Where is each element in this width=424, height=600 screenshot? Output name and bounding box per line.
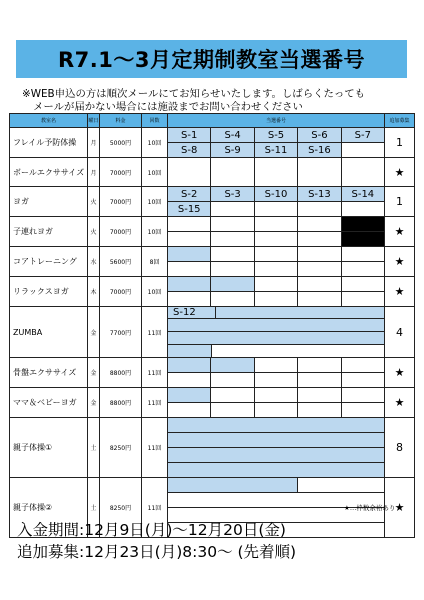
class-day: 火 bbox=[88, 217, 100, 247]
class-price: 5600円 bbox=[100, 247, 142, 277]
header-count: 回数 bbox=[142, 114, 168, 128]
number-cell: S-2 bbox=[168, 187, 210, 201]
number-cell bbox=[168, 463, 384, 477]
winning-numbers-cell bbox=[168, 388, 385, 418]
table-row bbox=[10, 158, 415, 187]
table-row bbox=[10, 187, 415, 217]
number-cell bbox=[254, 292, 297, 306]
winning-numbers-cell bbox=[168, 307, 385, 358]
number-cell: S-7 bbox=[341, 128, 384, 142]
class-price: 7000円 bbox=[100, 158, 142, 187]
notice-line-1: ※WEB申込の方は順次メールにてお知らせいたします。しばらくたっても bbox=[22, 88, 366, 100]
number-cell bbox=[168, 158, 210, 186]
number-cell bbox=[254, 388, 297, 402]
class-day: 金 bbox=[88, 388, 100, 418]
class-day: 金 bbox=[88, 358, 100, 388]
number-cell bbox=[168, 277, 210, 291]
number-cell bbox=[341, 262, 384, 276]
number-cell: S-11 bbox=[254, 143, 297, 157]
class-name: コアトレーニング bbox=[10, 247, 88, 277]
number-cell bbox=[254, 277, 297, 291]
number-cell bbox=[341, 358, 384, 372]
header-day: 曜日 bbox=[88, 114, 100, 128]
header-additional: 追加募集 bbox=[385, 114, 415, 128]
number-cell bbox=[168, 247, 210, 261]
number-cell bbox=[297, 478, 384, 492]
number-cell bbox=[254, 358, 297, 372]
number-cell bbox=[254, 403, 297, 417]
title-banner bbox=[16, 40, 407, 78]
additional-mark: ★ bbox=[385, 277, 415, 307]
additional-mark: ★ bbox=[385, 358, 415, 388]
additional-mark: ★ bbox=[385, 478, 415, 538]
number-cell bbox=[254, 202, 297, 216]
number-cell bbox=[254, 217, 297, 231]
table-row bbox=[10, 418, 415, 478]
table-row bbox=[10, 388, 415, 418]
number-cell bbox=[254, 232, 297, 246]
number-cell bbox=[210, 262, 253, 276]
class-count: 11回 bbox=[142, 307, 168, 358]
class-count: 8回 bbox=[142, 247, 168, 277]
number-cell: S-1 bbox=[168, 128, 210, 142]
number-cell bbox=[210, 247, 253, 261]
number-cell: S-16 bbox=[297, 143, 340, 157]
class-name: ZUMBA bbox=[10, 307, 88, 358]
class-price: 8250円 bbox=[100, 478, 142, 538]
number-cell bbox=[168, 403, 210, 417]
table-row bbox=[10, 277, 415, 307]
class-day: 月 bbox=[88, 158, 100, 187]
table-row bbox=[10, 307, 415, 358]
class-name: 親子体操② bbox=[10, 478, 88, 538]
class-count: 11回 bbox=[142, 388, 168, 418]
class-count: 10回 bbox=[142, 217, 168, 247]
header-row bbox=[10, 114, 415, 128]
number-cell bbox=[297, 403, 340, 417]
winning-numbers-table bbox=[9, 113, 415, 538]
number-cell bbox=[297, 158, 340, 186]
winning-numbers-cell bbox=[168, 128, 385, 158]
header-price: 料金 bbox=[100, 114, 142, 128]
number-cell: S-10 bbox=[254, 187, 297, 201]
number-cell bbox=[168, 262, 210, 276]
number-cell bbox=[210, 373, 253, 387]
number-cell bbox=[341, 143, 384, 157]
number-cell bbox=[297, 373, 340, 387]
additional-mark: 4 bbox=[385, 307, 415, 358]
number-cell bbox=[168, 448, 384, 462]
number-cell: S-4 bbox=[210, 128, 253, 142]
number-cell bbox=[215, 307, 384, 318]
table-row bbox=[10, 128, 415, 158]
number-cell bbox=[341, 158, 384, 186]
number-cell bbox=[254, 262, 297, 276]
number-cell bbox=[297, 202, 340, 216]
number-cell bbox=[210, 358, 253, 372]
number-cell bbox=[341, 373, 384, 387]
class-price: 8800円 bbox=[100, 388, 142, 418]
additional-recruitment: 追加募集:12月23日(月)8:30～ (先着順) bbox=[17, 543, 297, 561]
class-count: 10回 bbox=[142, 158, 168, 187]
class-price: 8800円 bbox=[100, 358, 142, 388]
class-name: リラックスヨガ bbox=[10, 277, 88, 307]
number-cell bbox=[210, 403, 253, 417]
legend-note: ★…枠数余裕あり bbox=[344, 504, 396, 512]
additional-mark: ★ bbox=[385, 217, 415, 247]
table-row bbox=[10, 247, 415, 277]
number-cell bbox=[210, 202, 253, 216]
number-cell: S-3 bbox=[210, 187, 253, 201]
number-cell bbox=[341, 403, 384, 417]
winning-numbers-cell bbox=[168, 158, 385, 187]
additional-mark: 1 bbox=[385, 128, 415, 158]
number-cell bbox=[168, 319, 384, 331]
winning-numbers-cell bbox=[168, 418, 385, 478]
class-day: 金 bbox=[88, 307, 100, 358]
number-cell: S-12 bbox=[168, 307, 215, 318]
table-row bbox=[10, 217, 415, 247]
additional-mark: 8 bbox=[385, 418, 415, 478]
number-cell bbox=[341, 202, 384, 216]
table-row bbox=[10, 358, 415, 388]
period-info bbox=[17, 519, 296, 563]
payment-period: 入金期間:12月9日(月)～12月20日(金) bbox=[17, 521, 286, 539]
class-count: 11回 bbox=[142, 478, 168, 538]
number-cell bbox=[211, 345, 384, 357]
number-cell bbox=[210, 232, 253, 246]
number-cell bbox=[168, 345, 211, 357]
class-name: ママ＆ベビーヨガ bbox=[10, 388, 88, 418]
number-cell bbox=[168, 358, 210, 372]
number-cell bbox=[297, 262, 340, 276]
class-day: 火 bbox=[88, 187, 100, 217]
class-day: 土 bbox=[88, 418, 100, 478]
number-cell bbox=[297, 388, 340, 402]
number-cell bbox=[168, 433, 384, 447]
number-cell bbox=[168, 332, 384, 344]
number-cell bbox=[297, 217, 340, 231]
class-name: ヨガ bbox=[10, 187, 88, 217]
class-price: 7000円 bbox=[100, 277, 142, 307]
number-cell bbox=[210, 388, 253, 402]
class-count: 10回 bbox=[142, 187, 168, 217]
number-cell bbox=[210, 158, 253, 186]
notice-line-2: メールが届かない場合には施設までお問い合わせください bbox=[33, 100, 303, 113]
class-day: 木 bbox=[88, 277, 100, 307]
class-day: 土 bbox=[88, 478, 100, 538]
blocked-cell bbox=[341, 232, 384, 246]
winning-numbers-cell bbox=[168, 217, 385, 247]
notice bbox=[22, 88, 412, 113]
number-cell bbox=[254, 158, 297, 186]
class-count: 10回 bbox=[142, 128, 168, 158]
number-cell bbox=[254, 247, 297, 261]
class-day: 月 bbox=[88, 128, 100, 158]
number-cell bbox=[341, 277, 384, 291]
number-cell bbox=[297, 277, 340, 291]
number-cell bbox=[168, 418, 384, 432]
number-cell bbox=[297, 247, 340, 261]
number-cell bbox=[341, 247, 384, 261]
number-cell bbox=[168, 217, 210, 231]
number-cell bbox=[168, 292, 210, 306]
additional-mark: ★ bbox=[385, 247, 415, 277]
number-cell: S-8 bbox=[168, 143, 210, 157]
class-price: 5000円 bbox=[100, 128, 142, 158]
class-name: ボールエクササイズ bbox=[10, 158, 88, 187]
number-cell bbox=[210, 292, 253, 306]
number-cell bbox=[297, 292, 340, 306]
class-name: 骨盤エクササイズ bbox=[10, 358, 88, 388]
class-count: 11回 bbox=[142, 418, 168, 478]
number-cell bbox=[297, 232, 340, 246]
class-count: 10回 bbox=[142, 277, 168, 307]
number-cell: S-9 bbox=[210, 143, 253, 157]
class-price: 7000円 bbox=[100, 217, 142, 247]
number-cell: S-15 bbox=[168, 202, 210, 216]
page-title: R7.1～3月定期制教室当選番号 bbox=[58, 48, 365, 72]
winning-numbers-cell bbox=[168, 358, 385, 388]
winning-numbers-cell bbox=[168, 247, 385, 277]
header-class-name: 教室名 bbox=[10, 114, 88, 128]
number-cell bbox=[210, 217, 253, 231]
number-cell bbox=[168, 478, 297, 492]
additional-mark: ★ bbox=[385, 158, 415, 187]
number-cell bbox=[210, 277, 253, 291]
number-cell bbox=[168, 388, 210, 402]
number-cell bbox=[341, 388, 384, 402]
number-cell: S-14 bbox=[341, 187, 384, 201]
class-name: 親子体操① bbox=[10, 418, 88, 478]
number-cell bbox=[168, 232, 210, 246]
winning-numbers-cell bbox=[168, 277, 385, 307]
number-cell: S-13 bbox=[297, 187, 340, 201]
number-cell bbox=[341, 292, 384, 306]
additional-mark: ★ bbox=[385, 388, 415, 418]
number-cell: S-5 bbox=[254, 128, 297, 142]
class-name: 子連れヨガ bbox=[10, 217, 88, 247]
class-count: 11回 bbox=[142, 358, 168, 388]
class-price: 8250円 bbox=[100, 418, 142, 478]
number-cell bbox=[254, 373, 297, 387]
header-numbers: 当選番号 bbox=[168, 114, 385, 128]
additional-mark: 1 bbox=[385, 187, 415, 217]
class-price: 7700円 bbox=[100, 307, 142, 358]
winning-numbers-cell bbox=[168, 187, 385, 217]
number-cell: S-6 bbox=[297, 128, 340, 142]
class-day: 水 bbox=[88, 247, 100, 277]
class-name: フレイル予防体操 bbox=[10, 128, 88, 158]
blocked-cell bbox=[341, 217, 384, 231]
class-price: 7000円 bbox=[100, 187, 142, 217]
number-cell bbox=[168, 373, 210, 387]
number-cell bbox=[297, 358, 340, 372]
